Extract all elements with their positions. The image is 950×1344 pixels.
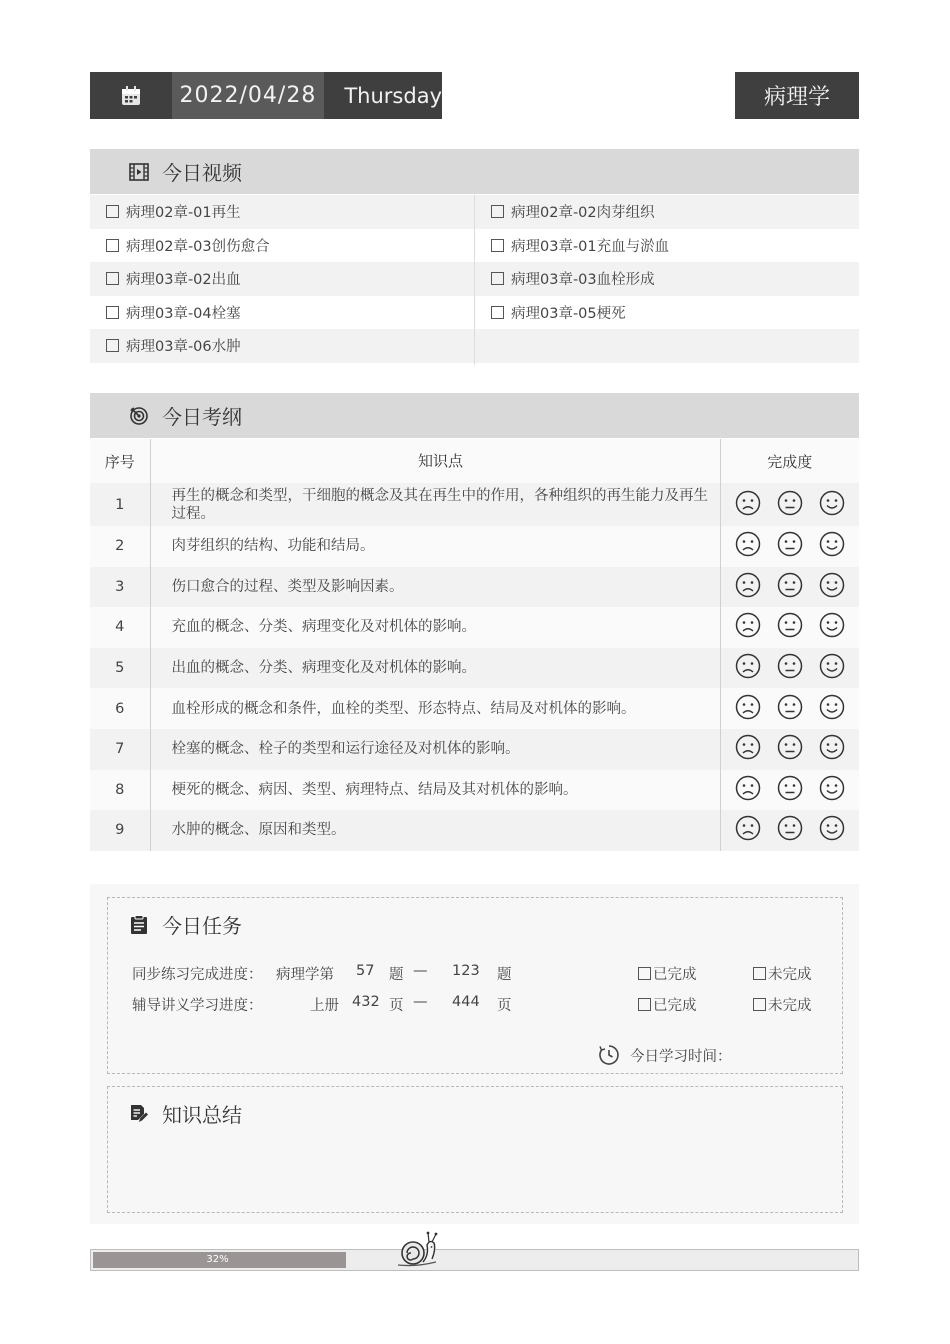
video-empty-row <box>475 329 859 363</box>
study-time-label: 今日学习时间： <box>630 1048 732 1065</box>
outline-table <box>90 439 859 851</box>
lecture-unit1: 页 <box>389 998 404 1014</box>
date-display <box>172 72 325 119</box>
sad-face-icon[interactable] <box>735 612 761 642</box>
table-row <box>90 483 859 526</box>
video-item[interactable]: 病理03章-02出血 <box>90 262 474 296</box>
sad-face-icon[interactable] <box>735 531 761 561</box>
video-column-left <box>90 195 474 365</box>
task-box <box>107 897 843 1074</box>
table-row <box>90 648 859 689</box>
table-row <box>90 607 859 648</box>
happy-face-icon[interactable] <box>819 734 845 764</box>
knowledge-point: 伤口愈合的过程、类型及影响因素。 <box>150 567 720 608</box>
video-item[interactable]: 病理02章-03创伤愈合 <box>90 229 474 263</box>
table-row <box>90 567 859 608</box>
tasks-title: 今日任务 <box>162 914 242 938</box>
video-item[interactable]: 病理03章-04栓塞 <box>90 296 474 330</box>
video-item[interactable]: 病理03章-01充血与淤血 <box>475 229 859 263</box>
practice-unit1: 题 <box>389 967 404 983</box>
lecture-dash: — <box>413 994 428 1010</box>
lecture-done-option[interactable]: 已完成 <box>638 994 697 1015</box>
video-list <box>90 195 859 365</box>
practice-label: 同步练习完成进度： <box>132 967 263 983</box>
knowledge-point: 栓塞的概念、栓子的类型和运行途径及对机体的影响。 <box>150 729 720 770</box>
video-item[interactable]: 病理02章-01再生 <box>90 195 474 229</box>
checkbox[interactable] <box>491 306 504 319</box>
video-item[interactable]: 病理03章-03血栓形成 <box>475 262 859 296</box>
knowledge-point: 血栓形成的概念和条件，血栓的类型、形态特点、结局及对机体的影响。 <box>150 688 720 729</box>
timer-icon <box>598 1044 620 1066</box>
knowledge-point: 再生的概念和类型，干细胞的概念及其在再生中的作用，各种组织的再生能力及再生过程。 <box>150 483 720 526</box>
snail-icon <box>396 1229 442 1273</box>
row-number: 4 <box>90 607 150 648</box>
happy-face-icon[interactable] <box>819 612 845 642</box>
neutral-face-icon[interactable] <box>777 734 803 764</box>
completion-rating <box>720 567 859 608</box>
col-header-num: 序号 <box>90 439 150 483</box>
col-header-point: 知识点 <box>150 439 720 483</box>
row-number: 3 <box>90 567 150 608</box>
checkbox[interactable] <box>106 306 119 319</box>
date-value: 2022/04/28 <box>179 83 317 108</box>
col-header-done: 完成度 <box>720 439 859 483</box>
neutral-face-icon[interactable] <box>777 531 803 561</box>
neutral-face-icon[interactable] <box>777 653 803 683</box>
video-item[interactable]: 病理02章-02肉芽组织 <box>475 195 859 229</box>
practice-to: 123 <box>452 963 480 979</box>
sad-face-icon[interactable] <box>735 572 761 602</box>
summary-box[interactable] <box>107 1086 843 1213</box>
practice-dash: — <box>413 963 428 979</box>
table-row <box>90 770 859 811</box>
subject-title: 病理学 <box>735 72 859 119</box>
lecture-to: 444 <box>452 994 480 1010</box>
checkbox[interactable] <box>106 205 119 218</box>
table-header-row <box>90 439 859 483</box>
knowledge-point: 出血的概念、分类、病理变化及对机体的影响。 <box>150 648 720 689</box>
completion-rating <box>720 729 859 770</box>
completion-rating <box>720 607 859 648</box>
calendar-icon <box>90 72 172 119</box>
summary-title: 知识总结 <box>162 1103 242 1127</box>
weekday: Thursday <box>344 83 442 108</box>
video-item[interactable]: 病理03章-06水肿 <box>90 329 474 363</box>
practice-undone-option[interactable]: 未完成 <box>753 963 812 984</box>
tasks-header <box>128 910 242 939</box>
checkbox[interactable] <box>753 998 766 1011</box>
practice-from: 57 <box>356 963 375 979</box>
knowledge-point: 水肿的概念、原因和类型。 <box>150 810 720 851</box>
knowledge-point: 肉芽组织的结构、功能和结局。 <box>150 526 720 567</box>
happy-face-icon[interactable] <box>819 775 845 805</box>
outline-section-header <box>90 393 859 438</box>
sad-face-icon[interactable] <box>735 775 761 805</box>
lecture-unit2: 页 <box>497 998 512 1014</box>
completion-rating <box>720 526 859 567</box>
sad-face-icon[interactable] <box>735 653 761 683</box>
sad-face-icon[interactable] <box>735 694 761 724</box>
completion-rating <box>720 810 859 851</box>
neutral-face-icon[interactable] <box>777 572 803 602</box>
table-row <box>90 810 859 851</box>
neutral-face-icon[interactable] <box>777 694 803 724</box>
row-number: 2 <box>90 526 150 567</box>
checkbox[interactable] <box>491 272 504 285</box>
task-area <box>90 884 859 1224</box>
knowledge-point: 充血的概念、分类、病理变化及对机体的影响。 <box>150 607 720 648</box>
happy-face-icon[interactable] <box>819 572 845 602</box>
row-number: 6 <box>90 688 150 729</box>
row-number: 9 <box>90 810 150 851</box>
neutral-face-icon[interactable] <box>777 775 803 805</box>
film-icon <box>128 161 150 183</box>
lecture-book: 上册 <box>310 998 339 1014</box>
completion-rating <box>720 483 859 526</box>
checkbox[interactable] <box>491 205 504 218</box>
table-row <box>90 688 859 729</box>
neutral-face-icon[interactable] <box>777 612 803 642</box>
study-time <box>598 1044 732 1066</box>
neutral-face-icon[interactable] <box>777 490 803 520</box>
practice-book: 病理学第 <box>276 967 334 983</box>
videos-title: 今日视频 <box>162 161 242 185</box>
row-number: 1 <box>90 483 150 526</box>
lecture-label: 辅导讲义学习进度： <box>132 998 263 1014</box>
completion-rating <box>720 648 859 689</box>
progress-label: 32% <box>206 1254 229 1265</box>
date-bar <box>90 72 442 119</box>
clipboard-icon <box>128 914 150 936</box>
happy-face-icon[interactable] <box>819 694 845 724</box>
checkbox[interactable] <box>753 967 766 980</box>
completion-rating <box>720 770 859 811</box>
practice-done-option[interactable]: 已完成 <box>638 963 697 984</box>
happy-face-icon[interactable] <box>819 490 845 520</box>
checkbox[interactable] <box>106 239 119 252</box>
neutral-face-icon[interactable] <box>777 815 803 845</box>
sad-face-icon[interactable] <box>735 734 761 764</box>
progress-bar <box>90 1249 859 1271</box>
videos-section-header <box>90 149 859 194</box>
happy-face-icon[interactable] <box>819 653 845 683</box>
completion-rating <box>720 688 859 729</box>
checkbox[interactable] <box>638 967 651 980</box>
table-row <box>90 526 859 567</box>
sad-face-icon[interactable] <box>735 815 761 845</box>
row-number: 7 <box>90 729 150 770</box>
summary-header <box>128 1099 242 1128</box>
video-column-right <box>474 195 859 365</box>
lecture-undone-option[interactable]: 未完成 <box>753 994 812 1015</box>
practice-unit2: 题 <box>497 967 512 983</box>
sad-face-icon[interactable] <box>735 490 761 520</box>
table-row <box>90 729 859 770</box>
knowledge-point: 梗死的概念、病因、类型、病理特点、结局及其对机体的影响。 <box>150 770 720 811</box>
note-edit-icon <box>128 1103 150 1125</box>
row-number: 5 <box>90 648 150 689</box>
lecture-from: 432 <box>352 994 380 1010</box>
video-item[interactable]: 病理03章-05梗死 <box>475 296 859 330</box>
happy-face-icon[interactable] <box>819 531 845 561</box>
checkbox[interactable] <box>106 272 119 285</box>
target-icon <box>128 405 150 427</box>
row-number: 8 <box>90 770 150 811</box>
outline-title: 今日考纲 <box>162 405 242 429</box>
checkbox[interactable] <box>491 239 504 252</box>
happy-face-icon[interactable] <box>819 815 845 845</box>
checkbox[interactable] <box>106 339 119 352</box>
checkbox[interactable] <box>638 998 651 1011</box>
